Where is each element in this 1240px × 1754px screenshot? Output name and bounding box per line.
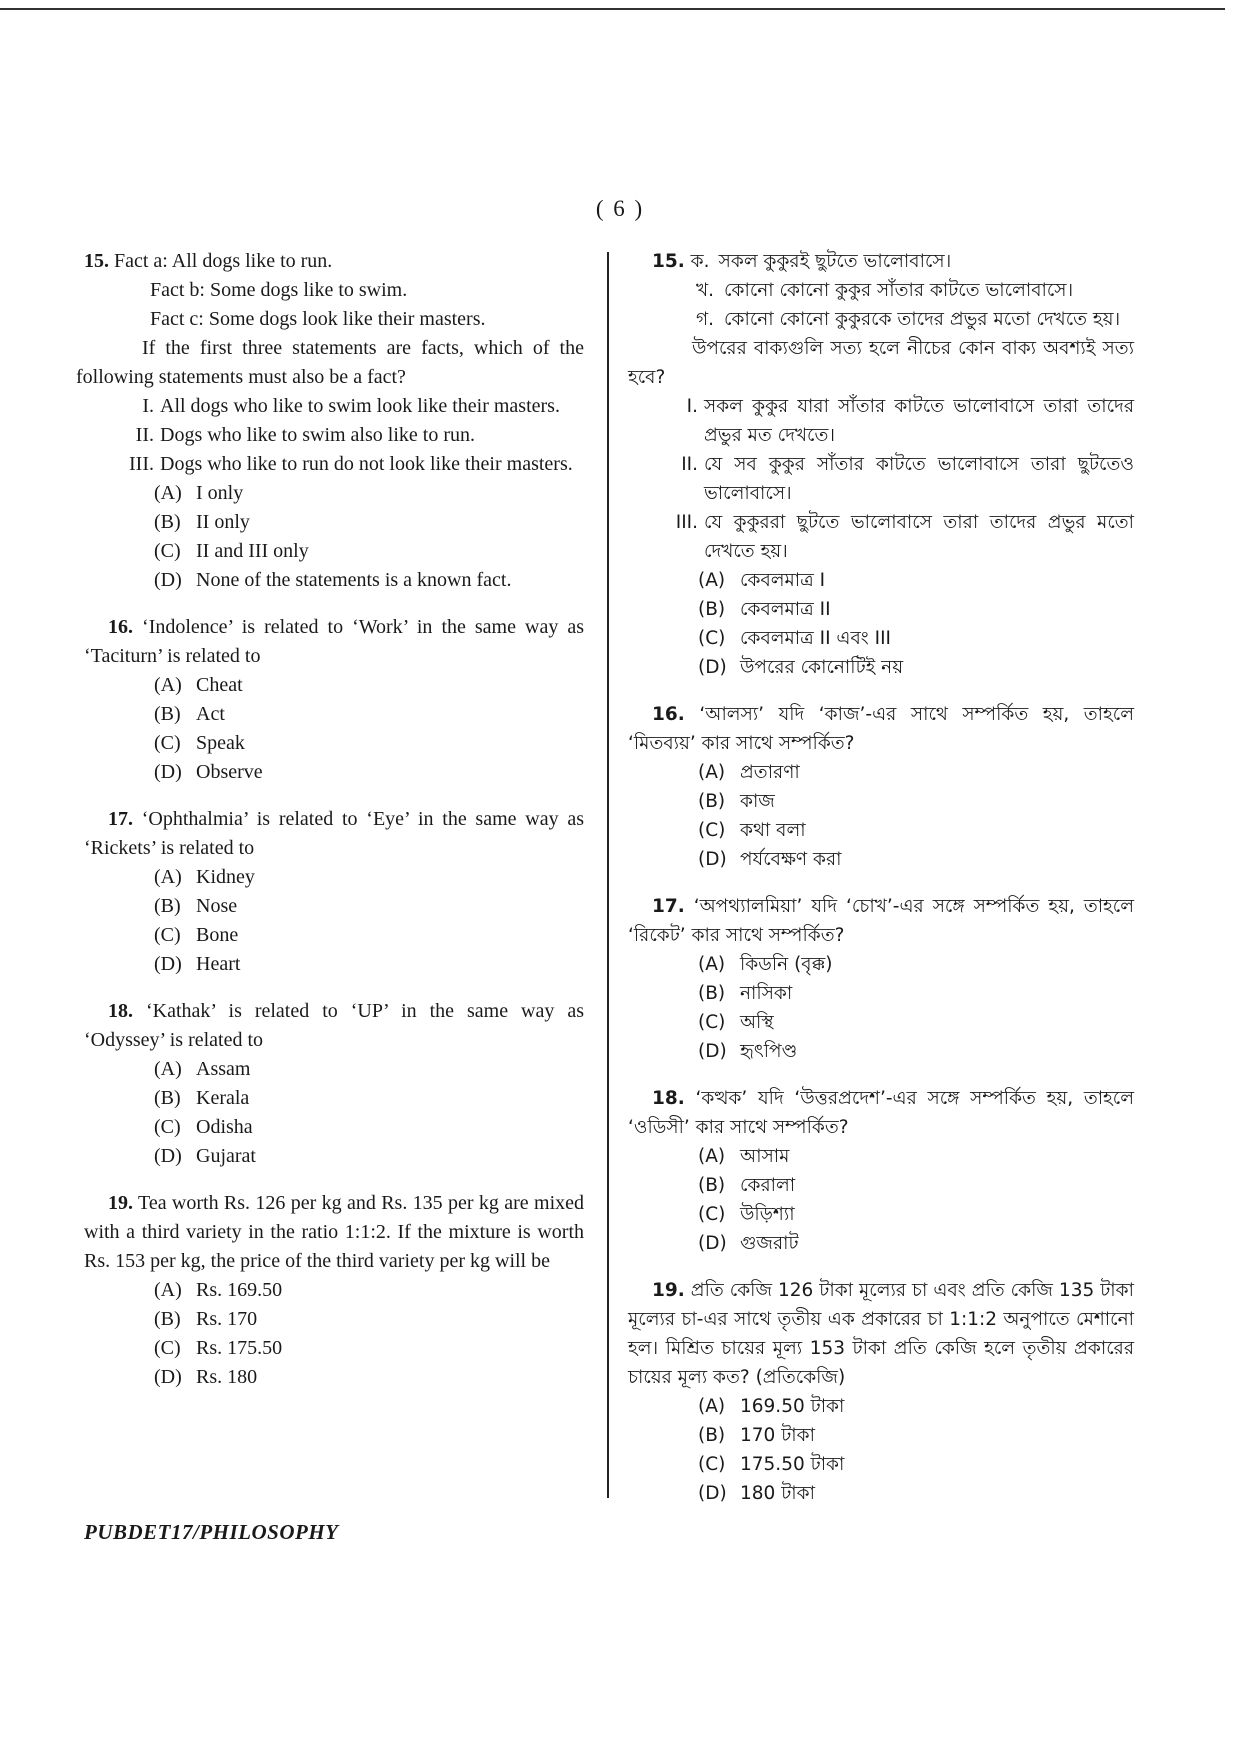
question-19-bengali <box>628 1276 1134 1508</box>
question-19 <box>84 1189 584 1392</box>
option-b: (B) Nose <box>154 895 238 917</box>
question-prompt: If the first three statements are facts, which of the following statements must also be a fact? <box>76 337 584 388</box>
column-divider <box>607 252 609 1498</box>
question-17 <box>84 805 584 979</box>
question-stem: 19. প্রতি কেজি 126 টাকা মূল্যের চা এবং প্রতি কেজি 135 টাকা মূল্যের চা-এর সাথে তৃতীয় এক প্রকারের চা 1:1:2 অনুপাতে মেশানো হল। মিশ্রিত চায়ের মূল্য 153 টাকা প্রতি কেজি হলে তৃতীয় প্রকারের চায়ের মূল্য কত? (প্রতিকেজি) <box>628 1280 1134 1388</box>
question-stem: 16. ‘আলস্য’ যদি ‘কাজ’-এর সাথে সম্পর্কিত হয়, তাহলে ‘মিতব্যয়’ কার সাথে সম্পর্কিত? <box>628 704 1134 754</box>
option-a: (A) Cheat <box>154 674 243 696</box>
question-15 <box>76 247 584 595</box>
option-b: (B) Kerala <box>154 1087 250 1109</box>
question-16-bengali <box>628 700 1134 874</box>
question-16 <box>84 613 584 787</box>
option-c: (C) কথা বলা <box>698 820 806 841</box>
option-c: (C) 175.50 টাকা <box>698 1454 845 1475</box>
fact-a: 15. Fact a: All dogs like to run. <box>84 250 333 272</box>
question-stem: 17. ‘Ophthalmia’ is related to ‘Eye’ in the same way as ‘Rickets’ is related to <box>84 808 584 859</box>
question-stem: 16. ‘Indolence’ is related to ‘Work’ in the same way as ‘Taciturn’ is related to <box>84 616 585 667</box>
option-b: (B) কেরালা <box>698 1175 796 1196</box>
option-a: (A) আসাম <box>698 1146 790 1167</box>
option-c: (C) উড়িশ্যা <box>698 1204 795 1225</box>
option-d: (D) None of the statements is a known fact. <box>154 569 512 591</box>
fact-ka: 15. ক. সকল কুকুরই ছুটতে ভালোবাসে। <box>652 251 952 272</box>
option-a: (A) কেবলমাত্র I <box>698 570 826 591</box>
option-c: (C) II and III only <box>154 540 309 562</box>
english-column <box>76 247 585 1410</box>
option-b: (B) Act <box>154 703 225 725</box>
question-18-bengali <box>628 1084 1134 1258</box>
option-a: (A) Assam <box>154 1058 251 1080</box>
option-a: (A) 169.50 টাকা <box>698 1396 845 1417</box>
option-a: (A) I only <box>154 482 244 504</box>
option-c: (C) অস্থি <box>698 1012 774 1033</box>
option-c: (C) Rs. 175.50 <box>154 1337 283 1359</box>
top-rule <box>0 8 1225 10</box>
option-a: (A) Rs. 169.50 <box>154 1279 283 1301</box>
question-stem: 19. Tea worth Rs. 126 per kg and Rs. 135 per kg are mixed with a third variety in the ratio 1:1:2. If the mixture is worth Rs. 153 per kg, the price of the third variety per kg will be <box>84 1192 585 1272</box>
option-b: (B) নাসিকা <box>698 983 793 1004</box>
fact-c: Fact c: Some dogs look like their masters. <box>150 308 486 330</box>
option-d: (D) Heart <box>154 953 241 975</box>
fact-b: Fact b: Some dogs like to swim. <box>150 279 408 301</box>
option-d: (D) Gujarat <box>154 1145 256 1167</box>
option-b: (B) কাজ <box>698 791 775 812</box>
question-15-bengali <box>628 247 1134 682</box>
option-d: (D) 180 টাকা <box>698 1483 815 1504</box>
question-18 <box>84 997 584 1171</box>
option-c: (C) Bone <box>154 924 239 946</box>
question-stem: 18. ‘Kathak’ is related to ‘UP’ in the same way as ‘Odyssey’ is related to <box>84 1000 585 1051</box>
question-prompt: উপরের বাক্যগুলি সত্য হলে নীচের কোন বাক্য অবশ্যই সত্য হবে? <box>628 338 1134 388</box>
statement-1: I. সকল কুকুর যারা সাঁতার কাটতে ভালোবাসে তারা তাদের প্রভুর মত দেখতে। <box>686 396 1134 446</box>
question-number: 15. <box>84 250 109 272</box>
option-b: (B) 170 টাকা <box>698 1425 815 1446</box>
option-d: (D) Observe <box>154 761 263 783</box>
question-stem: 18. ‘কত্থক’ যদি ‘উত্তরপ্রদেশ’-এর সঙ্গে সম্পর্কিত হয়, তাহলে ‘ওডিসী’ কার সাথে সম্পর্কিত? <box>628 1088 1134 1138</box>
option-c: (C) কেবলমাত্র II এবং III <box>698 628 892 649</box>
option-a: (A) কিডনি (বৃক্ক) <box>698 954 833 975</box>
option-b: (B) Rs. 170 <box>154 1308 258 1330</box>
statement-2: II. Dogs who like to swim also like to run. <box>135 424 475 446</box>
option-d: (D) Rs. 180 <box>154 1366 258 1388</box>
option-c: (C) Odisha <box>154 1116 253 1138</box>
question-17-bengali <box>628 892 1134 1066</box>
option-b: (B) কেবলমাত্র II <box>698 599 831 620</box>
option-d: (D) হৃৎপিণ্ড <box>698 1041 798 1062</box>
bengali-column <box>628 247 1134 1526</box>
page-number: ( 6 ) <box>595 196 645 221</box>
statement-1: I. All dogs who like to swim look like their masters. <box>142 395 560 417</box>
statement-3: III. যে কুকুররা ছুটতে ভালোবাসে তারা তাদের প্রভুর মতো দেখতে হয়। <box>675 512 1134 562</box>
question-stem: 17. ‘অপথ্যালমিয়া’ যদি ‘চোখ’-এর সঙ্গে সম্পর্কিত হয়, তাহলে ‘রিকেট’ কার সাথে সম্পর্কিত? <box>628 896 1134 946</box>
option-c: (C) Speak <box>154 732 245 754</box>
fact-kha: খ. কোনো কোনো কুকুর সাঁতার কাটতে ভালোবাসে। <box>696 280 1074 301</box>
statement-2: II. যে সব কুকুর সাঁতার কাটতে ভালোবাসে তারা ছুটতেও ভালোবাসে। <box>681 454 1134 504</box>
statement-3: III. Dogs who like to run do not look like their masters. <box>129 453 573 475</box>
footer-code: PUBDET17/PHILOSOPHY <box>84 1520 339 1544</box>
fact-ga: গ. কোনো কোনো কুকুরকে তাদের প্রভুর মতো দেখতে হয়। <box>696 309 1121 330</box>
option-d: (D) পর্যবেক্ষণ করা <box>698 849 842 870</box>
option-a: (A) প্রতারণা <box>698 762 800 783</box>
option-d: (D) উপরের কোনোটিই নয় <box>698 657 904 678</box>
option-d: (D) গুজরাট <box>698 1233 799 1254</box>
option-b: (B) II only <box>154 511 250 533</box>
option-a: (A) Kidney <box>154 866 255 888</box>
